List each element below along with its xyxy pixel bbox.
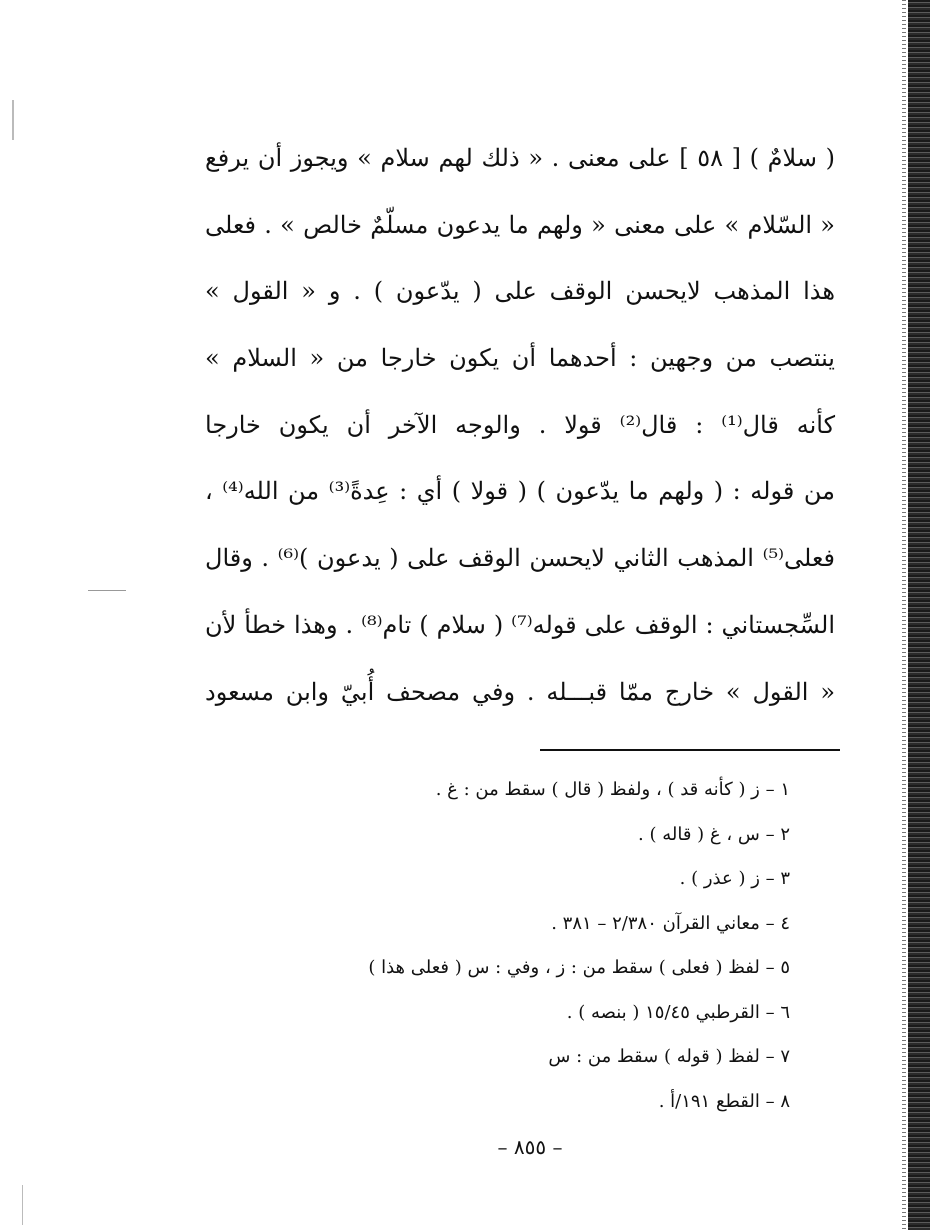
book-binding-edge xyxy=(908,0,930,1230)
main-text-line: كأنه قال⁽¹⁾ : قال⁽²⁾ قولا . والوجه الآخر أن يكون خارجا xyxy=(205,410,836,439)
scan-mark xyxy=(88,590,126,591)
main-text-line: ( سلامٌ ) [ ٥٨ ] على معنى . « ذلك لهم سلام » ويجوز أن يرفع xyxy=(205,144,835,172)
main-text-line: ينتصب من وجهين : أحدهما أن يكون خارجا من « السلام » xyxy=(205,344,835,373)
footnotes-block xyxy=(270,770,790,1126)
main-text-line: « السّلام » على معنى « ولهم ما يدعون مسلّمٌ خالص » . فعلى xyxy=(205,210,835,239)
footnote: ١ – ز ( كأنه قد ) ، ولفظ ( قال ) سقط من : غ . xyxy=(435,779,790,800)
main-text-line: من قوله : ( ولهم ما يدّعون ) ( قولا ) أي : عِدةً⁽³⁾ من الله⁽⁴⁾ ، xyxy=(205,477,835,506)
footnote: ٦ – القرطبي ١٥/٤٥ ( بنصه ) . xyxy=(566,1001,790,1023)
footnote: ٨ – القطع ١٩١/أ . xyxy=(658,1090,790,1112)
main-text-block xyxy=(205,130,835,730)
scan-mark xyxy=(22,1185,23,1225)
footnote: ٥ – لفظ ( فعلى ) سقط من : ز ، وفي : س ( فعلى هذا ) xyxy=(368,957,790,978)
page-number: – ٨٥٥ – xyxy=(497,1135,563,1159)
footnote-separator-rule xyxy=(540,749,840,751)
footnote: ٤ – معاني القرآن ٢/٣٨٠ – ٣٨١ . xyxy=(551,912,790,934)
footnote: ٣ – ز ( عذر ) . xyxy=(679,868,790,889)
footnote: ٧ – لفظ ( قوله ) سقط من : س xyxy=(548,1046,790,1067)
main-text-line: السِّجستاني : الوقف على قوله⁽⁷⁾ ( سلام ) تام⁽⁸⁾ . وهذا خطأ لأن xyxy=(205,610,836,639)
footnote: ٢ – س ، غ ( قاله ) . xyxy=(638,823,790,845)
scan-mark xyxy=(12,100,14,140)
main-text-line: فعلى⁽⁵⁾ المذهب الثاني لايحسن الوقف على ( يدعون )⁽⁶⁾ . وقال xyxy=(205,544,835,573)
main-text-line: هذا المذهب لايحسن الوقف على ( يدّعون ) . و « القول » xyxy=(205,277,835,306)
main-text-line: « القول » خارج ممّا قبـــله . وفي مصحف أُبيّ وابن مسعود xyxy=(205,677,835,706)
